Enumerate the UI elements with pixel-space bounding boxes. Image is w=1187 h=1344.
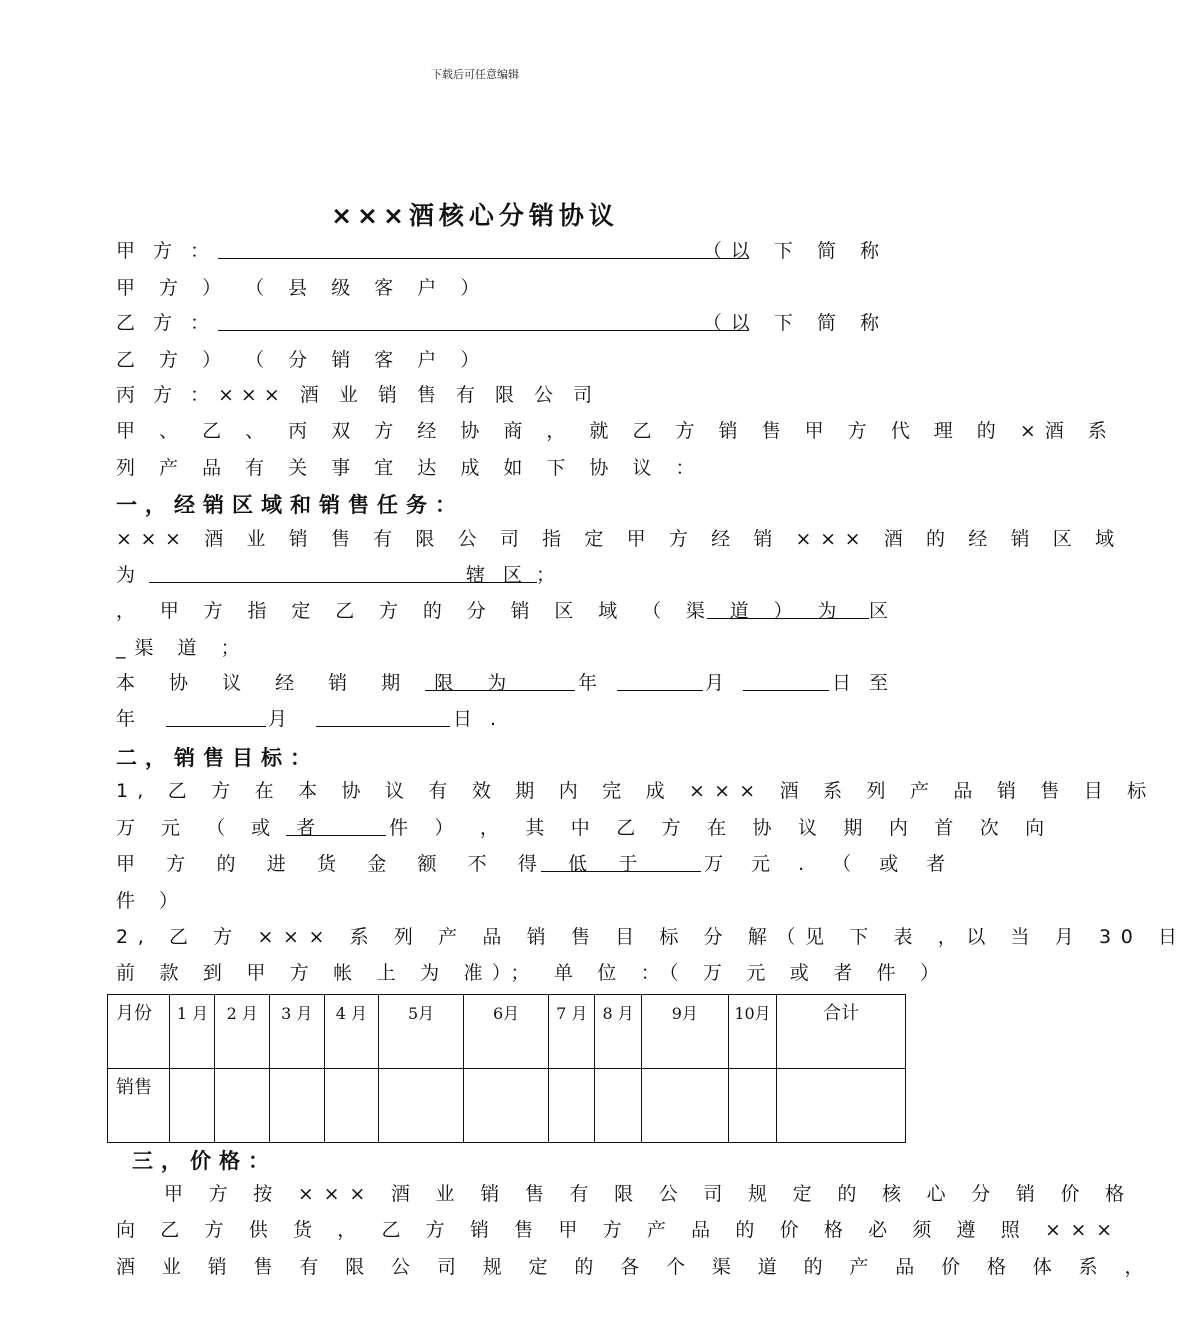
start-day-blank[interactable] xyxy=(743,670,829,691)
month-col: 7 月 xyxy=(549,995,595,1069)
start-month-unit: 月 xyxy=(705,672,725,694)
intro-line-1: 甲 、 乙 、 丙 双 方 经 协 商 ， 就 乙 方 销 售 甲 方 代 理 的 ×酒 系 xyxy=(116,420,1116,442)
party-c-line xyxy=(116,382,888,408)
region-prefix: 为 xyxy=(116,564,136,586)
month-col: 10月 xyxy=(728,995,776,1069)
month-col: 3 月 xyxy=(270,995,325,1069)
term-to: 至 xyxy=(868,672,888,694)
sales-cell[interactable] xyxy=(215,1069,270,1143)
region-end: ； xyxy=(536,564,556,586)
section-1-line-2 xyxy=(116,562,888,588)
sales-cell[interactable] xyxy=(270,1069,325,1143)
party-b-suffix: （以 下 简 称 xyxy=(702,312,888,334)
month-col: 8 月 xyxy=(595,995,641,1069)
end-month-unit: 月 xyxy=(268,708,288,730)
end-day-blank[interactable] xyxy=(316,706,450,727)
sales-cell[interactable] xyxy=(170,1069,215,1143)
table-row-header-sales: 销售 xyxy=(108,1069,170,1143)
month-col: 6月 xyxy=(464,995,549,1069)
sales-cell[interactable] xyxy=(595,1069,641,1143)
min-purchase-suffix: 万 元 . （ 或 者 xyxy=(704,853,957,875)
table-row-header-month: 月份 xyxy=(108,995,170,1069)
min-purchase-blank[interactable] xyxy=(541,851,701,872)
party-b-label: 乙 方 ： xyxy=(116,312,216,334)
document-title: ×××酒核心分销协议 xyxy=(331,201,619,230)
start-year-blank[interactable] xyxy=(425,670,575,691)
section-1-line-3 xyxy=(116,598,888,624)
month-col: 2 月 xyxy=(215,995,270,1069)
sales-cell[interactable] xyxy=(728,1069,776,1143)
region-suffix: 辖 区 xyxy=(466,564,529,586)
end-day-unit: 日 . xyxy=(453,708,503,730)
section-3-line-3: 酒 业 销 售 有 限 公 司 规 定 的 各 个 渠 道 的 产 品 价 格 体 系 ， xyxy=(116,1256,1154,1278)
party-a-line xyxy=(116,238,888,264)
section-3-line-2: 向 乙 方 供 货 ， 乙 方 销 售 甲 方 产 品 的 价 格 必 须 遵 照 ××× xyxy=(116,1219,1122,1241)
month-col: 4 月 xyxy=(324,995,379,1069)
sales-cell[interactable] xyxy=(324,1069,379,1143)
intro-line-2: 列 产 品 有 关 事 宜 达 成 如 下 协 议 ： xyxy=(116,457,704,479)
section-2-p1-line-2 xyxy=(116,815,1055,841)
party-b-alias: 乙 方 ） （ 分 销 客 户 ） xyxy=(116,349,489,371)
section-2-p2-line-1: 2, 乙 方 ××× 系 列 产 品 销 售 目 标 分 解（见 下 表 ，以 当 月 30 日 xyxy=(116,926,1187,948)
sales-cell[interactable] xyxy=(641,1069,728,1143)
sales-cell[interactable] xyxy=(464,1069,549,1143)
channel-blank[interactable] xyxy=(707,598,869,619)
section-1-line-5 xyxy=(116,670,888,696)
month-col: 9月 xyxy=(641,995,728,1069)
party-a-suffix: （以 下 简 称 xyxy=(702,240,888,262)
channel-suffix: 区 xyxy=(868,600,888,622)
start-day-unit: 日 xyxy=(832,672,852,694)
total-col: 合计 xyxy=(777,995,906,1069)
sales-cell[interactable] xyxy=(549,1069,595,1143)
month-col: 5月 xyxy=(379,995,464,1069)
party-a-alias: 甲 方 ） （ 县 级 客 户 ） xyxy=(116,277,489,299)
section-3-heading: 三，价格： xyxy=(132,1149,277,1173)
term-prefix: 本 协 议 经 销 期 限 为 xyxy=(116,672,521,694)
end-year-unit: 年 xyxy=(116,708,136,730)
sales-cell[interactable] xyxy=(777,1069,906,1143)
section-1-line-4: _渠 道 ； xyxy=(116,637,249,659)
target-qty-suffix: 件 ） ， 其 中 乙 方 在 协 议 期 内 首 次 向 xyxy=(389,817,1055,839)
sales-cell[interactable] xyxy=(379,1069,464,1143)
party-a-label: 甲 方 ： xyxy=(116,240,216,262)
sales-target-table xyxy=(107,994,906,1143)
target-amount-label: 万 元 （ 或 者 xyxy=(116,817,326,839)
party-b-line xyxy=(116,310,888,336)
section-2-p1-line-4: 件 ） xyxy=(116,890,188,912)
end-month-blank[interactable] xyxy=(166,706,266,727)
month-col: 1 月 xyxy=(170,995,215,1069)
section-1-line-1: ××× 酒 业 销 售 有 限 公 司 指 定 甲 方 经 销 ××× 酒 的 经 销 区 域 xyxy=(116,528,1123,550)
table-header-row xyxy=(108,995,906,1069)
table-sales-row xyxy=(108,1069,906,1143)
section-2-p1-line-3 xyxy=(116,851,957,877)
section-2-heading: 二，销售目标： xyxy=(116,746,319,770)
page-header-note: 下载后可任意编辑 xyxy=(431,68,519,81)
party-a-blank[interactable] xyxy=(218,238,748,259)
target-qty-blank[interactable] xyxy=(286,815,386,836)
party-c-label: 丙 方 ： xyxy=(116,384,216,406)
party-c-value: ××× 酒 业 销 售 有 限 公 司 xyxy=(218,384,600,406)
section-2-p1-line-1: 1, 乙 方 在 本 协 议 有 效 期 内 完 成 ××× 酒 系 列 产 品 销 售 目 标 xyxy=(116,780,1156,802)
start-month-blank[interactable] xyxy=(617,670,703,691)
section-2-p2-line-2: 前 款 到 甲 方 帐 上 为 准）； 单 位 ：（ 万 元 或 者 件 ） xyxy=(116,962,949,984)
section-1-heading: 一，经销区域和销售任务： xyxy=(116,493,464,517)
min-purchase-label: 甲 方 的 进 货 金 额 不 得 低 于 xyxy=(116,853,650,875)
section-3-line-1: 甲 方 按 ××× 酒 业 销 售 有 限 公 司 规 定 的 核 心 分 销 价 格 xyxy=(164,1183,1134,1205)
channel-prefix: ， 甲 方 指 定 乙 方 的 分 销 区 域 （ 渠 道 ） 为 xyxy=(116,600,846,622)
section-1-line-6 xyxy=(116,706,888,732)
party-b-blank[interactable] xyxy=(218,310,748,331)
start-year-unit: 年 xyxy=(578,672,598,694)
